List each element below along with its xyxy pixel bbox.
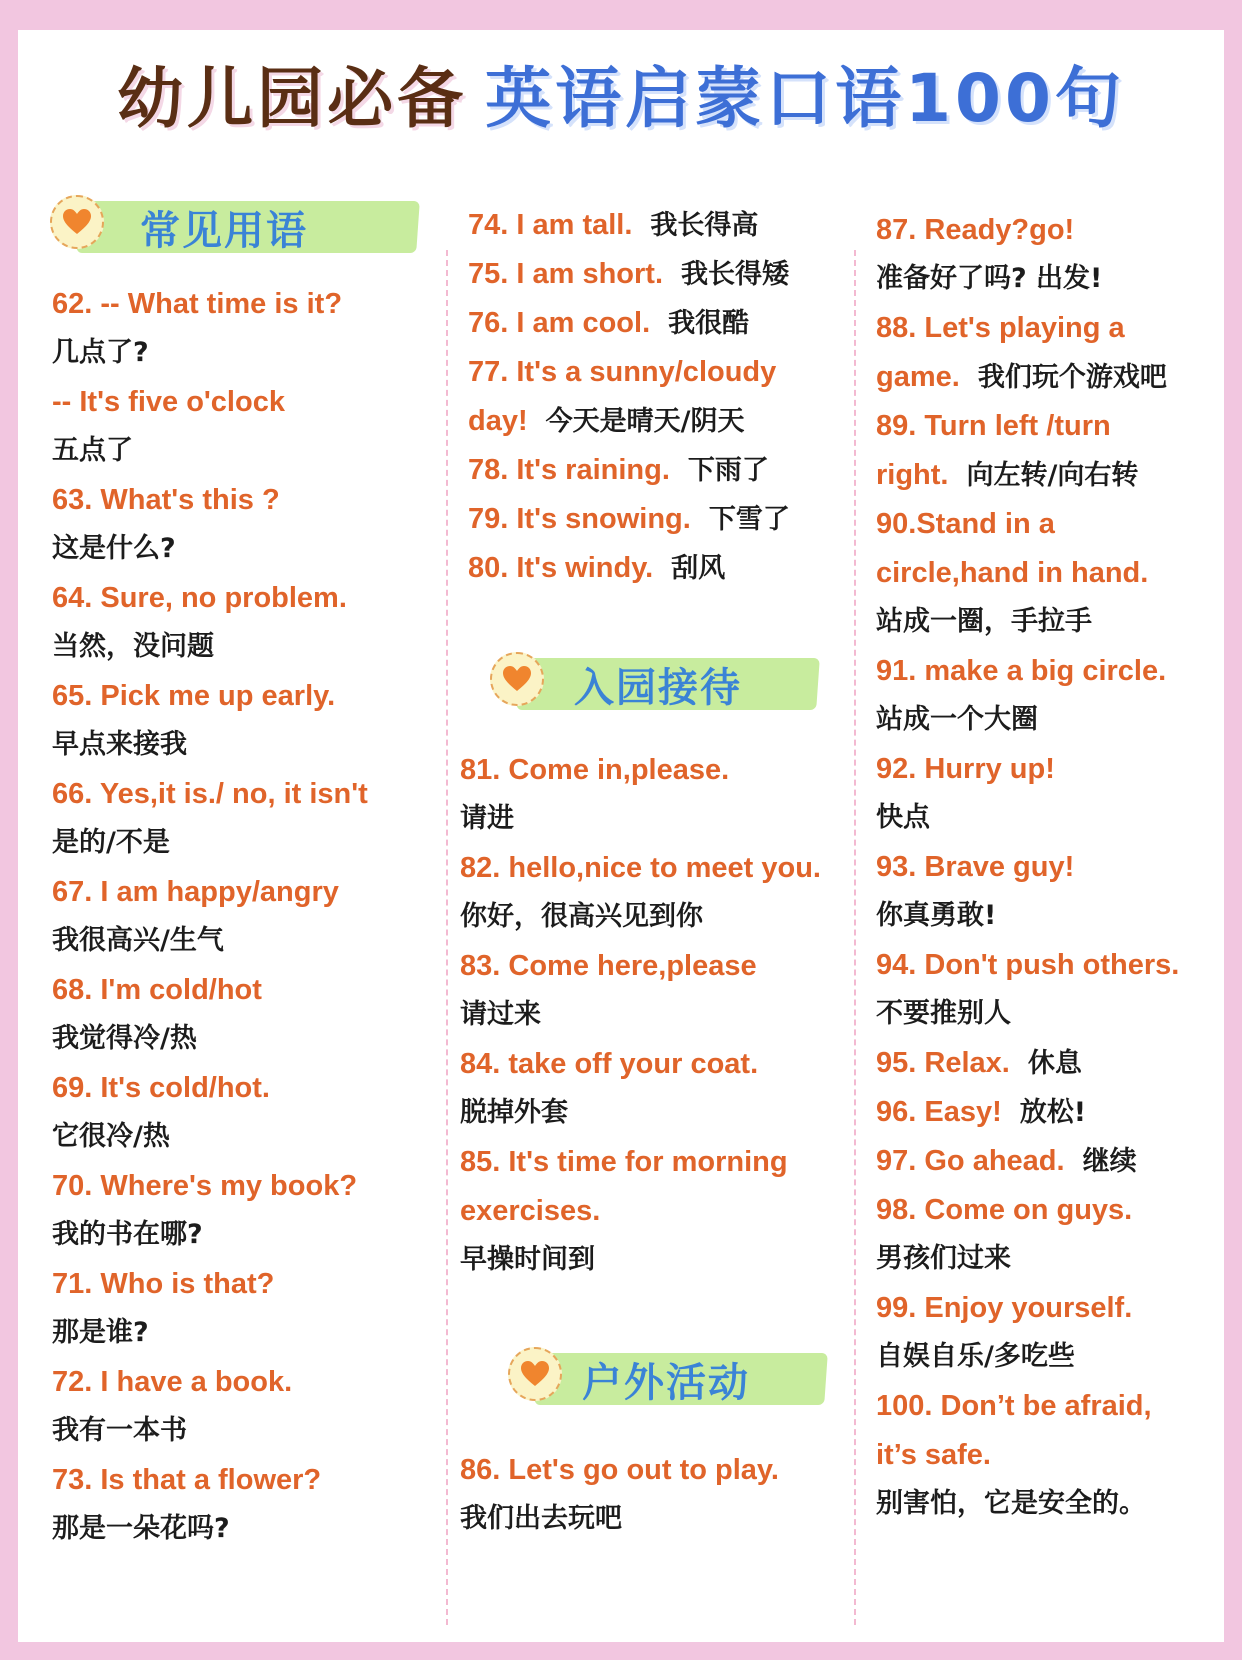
english-phrase: exercises. — [460, 1195, 601, 1227]
phrase-row — [876, 502, 1055, 546]
phrase-row — [876, 796, 930, 840]
phrase-row — [876, 698, 1038, 742]
english-phrase: 93. Brave guy! — [876, 851, 1075, 883]
page-title — [0, 45, 1242, 140]
english-phrase: 69. It's cold/hot. — [52, 1072, 270, 1104]
english-phrase: 66. Yes,it is./ no, it isn't — [52, 778, 368, 810]
english-phrase: -- It's five o'clock — [52, 386, 285, 418]
phrase-row — [876, 1188, 1132, 1232]
translation-text: 我长得矮 — [681, 259, 790, 290]
phrase-row — [876, 1433, 991, 1477]
phrase-row — [468, 497, 790, 542]
phrase-row — [876, 845, 1074, 889]
english-phrase: 72. I have a book. — [52, 1366, 293, 1398]
translation-text: 这是什么? — [52, 533, 176, 564]
english-phrase: 82. hello,nice to meet you. — [460, 852, 821, 884]
english-phrase: 75. I am short. — [468, 258, 664, 290]
translation-text: 我很高兴/生气 — [52, 925, 224, 956]
translation-text: 那是谁? — [52, 1317, 149, 1348]
english-phrase: 70. Where's my book? — [52, 1170, 358, 1202]
phrase-row — [876, 1482, 1146, 1526]
english-phrase: it’s safe. — [876, 1439, 991, 1471]
phrase-row — [876, 649, 1166, 693]
english-phrase: 89. Turn left /turn — [876, 410, 1111, 442]
translation-text: 我有一本书 — [52, 1415, 187, 1446]
translation-text: 快点 — [876, 802, 930, 833]
phrase-row — [876, 600, 1092, 644]
translation-text: 是的/不是 — [52, 827, 170, 858]
phrase-row — [876, 1286, 1132, 1330]
title-part2: 英语启蒙口语100句 — [485, 60, 1125, 137]
phrase-row — [468, 252, 789, 297]
translation-text: 我觉得冷/热 — [52, 1023, 197, 1054]
heart-icon — [50, 195, 104, 249]
english-phrase: 84. take off your coat. — [460, 1048, 759, 1080]
translation-text: 请过来 — [460, 999, 541, 1030]
english-phrase: 92. Hurry up! — [876, 753, 1055, 785]
english-phrase: 85. It's time for morning — [460, 1146, 788, 1178]
phrase-row — [876, 1090, 1086, 1135]
english-phrase: 94. Don't push others. — [876, 949, 1180, 981]
english-phrase: 71. Who is that? — [52, 1268, 275, 1300]
column-divider — [446, 250, 448, 1625]
phrase-row — [468, 301, 749, 346]
translation-text: 它很冷/热 — [52, 1121, 170, 1152]
translation-text: 自娱自乐/多吃些 — [876, 1341, 1075, 1372]
english-phrase: game. — [876, 361, 960, 393]
phrase-row — [876, 747, 1055, 791]
english-phrase: 87. Ready?go! — [876, 214, 1075, 246]
translation-text: 当然，没问题 — [52, 631, 214, 662]
english-phrase: 86. Let's go out to play. — [460, 1454, 779, 1486]
english-phrase: 64. Sure, no problem. — [52, 582, 347, 614]
phrase-row — [468, 203, 758, 248]
translation-text: 请进 — [460, 803, 514, 834]
translation-text: 下雨了 — [687, 455, 769, 486]
english-phrase: 63. What's this ? — [52, 484, 280, 516]
english-phrase: 95. Relax. — [876, 1047, 1010, 1079]
title-part1: 幼儿园必备 — [117, 60, 468, 137]
translation-text: 早点来接我 — [52, 729, 187, 760]
translation-text: 不要推别人 — [876, 998, 1011, 1029]
translation-text: 你真勇敢! — [876, 900, 997, 931]
english-phrase: 100. Don’t be afraid, — [876, 1390, 1152, 1422]
english-phrase: 76. I am cool. — [468, 307, 651, 339]
translation-text: 继续 — [1082, 1146, 1137, 1177]
english-phrase: 88. Let's playing a — [876, 312, 1125, 344]
phrase-row — [468, 448, 769, 493]
translation-text: 我很酷 — [668, 308, 750, 339]
translation-text: 我们玩个游戏吧 — [977, 362, 1167, 393]
heart-icon — [508, 1347, 562, 1401]
english-phrase: 96. Easy! — [876, 1096, 1002, 1128]
english-phrase: 79. It's snowing. — [468, 503, 691, 535]
english-phrase: 97. Go ahead. — [876, 1145, 1065, 1177]
english-phrase: 98. Come on guys. — [876, 1194, 1133, 1226]
translation-text: 站成一圈，手拉手 — [876, 606, 1092, 637]
phrase-row — [876, 894, 996, 938]
phrase-row — [468, 350, 776, 394]
phrase-row — [876, 551, 1148, 595]
phrase-row — [876, 1335, 1075, 1379]
phrase-row — [876, 404, 1111, 448]
english-phrase: 77. It's a sunny/cloudy — [468, 356, 777, 388]
translation-text: 刮风 — [671, 553, 726, 584]
phrase-row — [876, 943, 1179, 987]
english-phrase: 90.Stand in a — [876, 508, 1055, 540]
english-phrase: 73. Is that a flower? — [52, 1464, 322, 1496]
translation-text: 脱掉外套 — [460, 1097, 568, 1128]
english-phrase: 65. Pick me up early. — [52, 680, 336, 712]
phrase-row — [876, 1384, 1152, 1428]
translation-text: 站成一个大圈 — [876, 704, 1038, 735]
translation-text: 我们出去玩吧 — [460, 1503, 622, 1534]
english-phrase: 83. Come here,please — [460, 950, 757, 982]
translation-text: 放松! — [1019, 1097, 1087, 1128]
english-phrase: 81. Come in,please. — [460, 754, 730, 786]
english-phrase: 62. -- What time is it? — [52, 288, 343, 320]
english-phrase: 91. make a big circle. — [876, 655, 1167, 687]
phrase-row — [876, 208, 1074, 252]
translation-text: 别害怕，它是安全的。 — [876, 1488, 1146, 1519]
translation-text: 早操时间到 — [460, 1244, 595, 1275]
english-phrase: 74. I am tall. — [468, 209, 633, 241]
translation-text: 那是一朵花吗? — [52, 1513, 230, 1544]
english-phrase: right. — [876, 459, 949, 491]
english-phrase: 78. It's raining. — [468, 454, 670, 486]
translation-text: 我长得高 — [650, 210, 759, 241]
translation-text: 休息 — [1027, 1048, 1082, 1079]
english-phrase: day! — [468, 405, 528, 437]
phrase-row — [468, 546, 725, 591]
english-phrase: 99. Enjoy yourself. — [876, 1292, 1133, 1324]
phrase-row — [876, 355, 1167, 400]
translation-text: 准备好了吗? 出发! — [876, 263, 1103, 294]
heart-icon — [490, 652, 544, 706]
translation-text: 我的书在哪? — [52, 1219, 203, 1250]
phrase-row — [876, 1041, 1082, 1086]
translation-text: 你好，很高兴见到你 — [460, 901, 703, 932]
english-phrase: circle,hand in hand. — [876, 557, 1149, 589]
translation-text: 下雪了 — [708, 504, 790, 535]
translation-text: 今天是晴天/阴天 — [545, 406, 745, 437]
phrase-row — [876, 257, 1102, 301]
phrase-row — [876, 1139, 1137, 1184]
column-divider — [854, 250, 856, 1625]
english-phrase: 67. I am happy/angry — [52, 876, 339, 908]
english-phrase: 68. I'm cold/hot — [52, 974, 262, 1006]
phrase-row — [876, 306, 1125, 350]
section-title: 常见用语 — [140, 208, 308, 254]
english-phrase: 80. It's windy. — [468, 552, 654, 584]
section-title: 入园接待 — [574, 665, 742, 711]
phrase-row — [468, 399, 745, 444]
translation-text: 几点了? — [52, 337, 149, 368]
phrase-row — [876, 1237, 1011, 1281]
translation-text: 男孩们过来 — [876, 1243, 1011, 1274]
phrase-row — [876, 453, 1138, 498]
phrase-row — [876, 992, 1011, 1036]
translation-text: 向左转/向右转 — [966, 460, 1139, 491]
translation-text: 五点了 — [52, 435, 133, 466]
section-title: 户外活动 — [582, 1360, 750, 1406]
